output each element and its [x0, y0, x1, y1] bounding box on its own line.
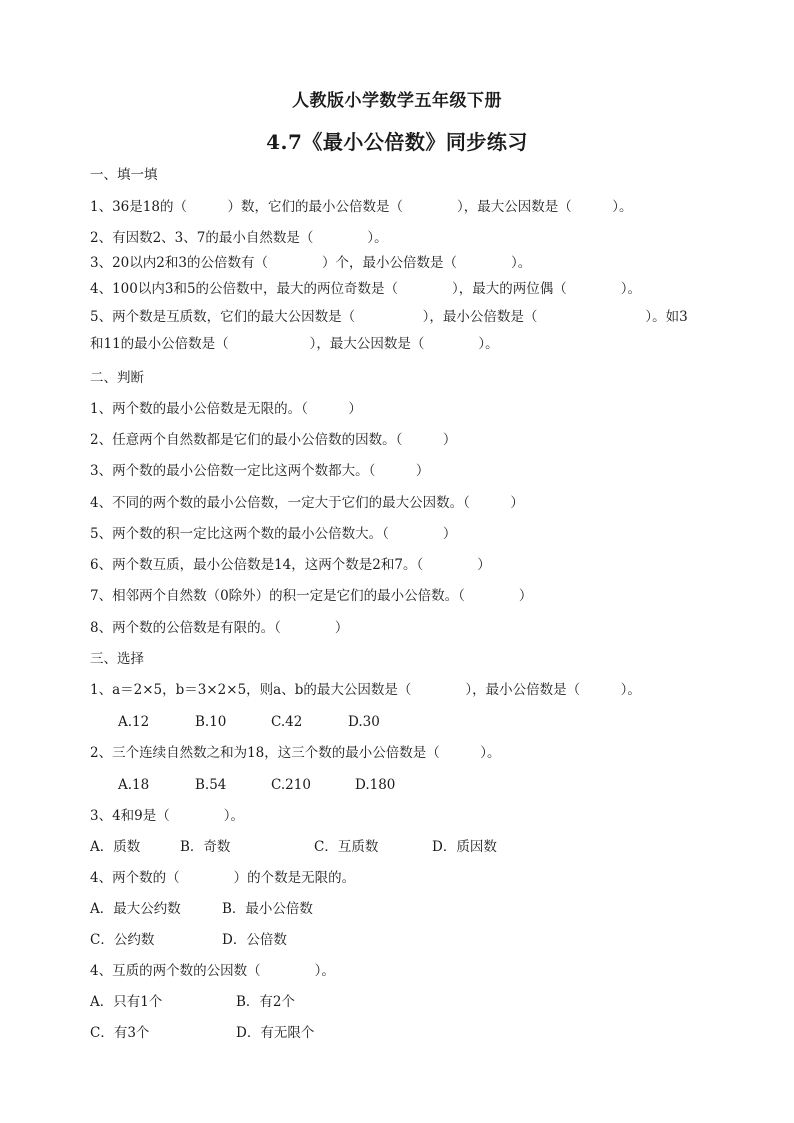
- choice-3-option-d: D．质因数: [432, 839, 497, 855]
- choice-3-option-c: C．互质数: [314, 839, 379, 855]
- choice-2-option-d: D.180: [355, 777, 396, 793]
- choice-5-option-c: C．有3个: [90, 1025, 150, 1041]
- judge-question-5: 5、两个数的积一定比这两个数的最小公倍数大。（ ）: [90, 526, 457, 542]
- fill-question-1: 1、36是18的（ ）数，它们的最小公倍数是（ ），最大公因数是（ ）。: [90, 199, 633, 215]
- choice-2-option-b: B.54: [195, 777, 227, 793]
- worksheet-title: 4.7《最小公倍数》同步练习: [266, 130, 528, 154]
- choice-5-option-a: A．只有1个: [90, 994, 163, 1010]
- choice-1-option-c: C.42: [271, 714, 303, 730]
- choice-question-3: 3、4和9是（ ）。: [90, 808, 245, 824]
- section-judge-title: 二、判断: [90, 370, 144, 386]
- choice-4-option-d: D．公倍数: [222, 932, 287, 948]
- choice-4-option-a: A．最大公约数: [90, 901, 181, 917]
- choice-question-5: 4、互质的两个数的公因数（ ）。: [90, 963, 335, 979]
- choice-1-option-b: B.10: [195, 714, 227, 730]
- judge-question-7: 7、相邻两个自然数（0除外）的积一定是它们的最小公倍数。（ ）: [90, 588, 533, 604]
- choice-4-option-c: C．公约数: [90, 932, 155, 948]
- choice-5-option-b: B．有2个: [236, 994, 296, 1010]
- fill-question-5-line1: 5、两个数是互质数，它们的最大公因数是（ ），最小公倍数是（ ）。如3: [90, 309, 688, 325]
- section-fill-in-title: 一、填一填: [90, 167, 158, 183]
- worksheet-series-title: 人教版小学数学五年级下册: [292, 91, 502, 111]
- fill-question-5-line2: 和11的最小公倍数是（ ），最大公因数是（ ）。: [90, 336, 499, 352]
- judge-question-6: 6、两个数互质，最小公倍数是14，这两个数是2和7。（ ）: [90, 557, 491, 573]
- fill-question-4: 4、100以内3和5的公倍数中，最大的两位奇数是（ ），最大的两位偶（ ）。: [90, 281, 642, 297]
- judge-question-2: 2、任意两个自然数都是它们的最小公倍数的因数。（ ）: [90, 432, 457, 448]
- fill-question-2: 2、有因数2、3、7的最小自然数是（ ）。: [90, 230, 388, 246]
- choice-question-4: 4、两个数的（ ）的个数是无限的。: [90, 870, 356, 886]
- choice-question-2: 2、三个连续自然数之和为18，这三个数的最小公倍数是（ ）。: [90, 745, 501, 761]
- choice-2-option-a: A.18: [118, 777, 150, 793]
- choice-5-option-d: D．有无限个: [236, 1025, 315, 1041]
- choice-2-option-c: C.210: [271, 777, 311, 793]
- choice-question-1: 1、a＝2×5，b＝3×2×5，则a、b的最大公因数是（ ），最小公倍数是（ ）。: [90, 682, 641, 698]
- section-choice-title: 三、选择: [90, 651, 144, 667]
- judge-question-3: 3、两个数的最小公倍数一定比这两个数都大。（ ）: [90, 463, 430, 479]
- judge-question-4: 4、不同的两个数的最小公倍数，一定大于它们的最大公因数。（ ）: [90, 495, 524, 511]
- choice-3-option-b: B．奇数: [180, 839, 231, 855]
- choice-1-option-d: D.30: [348, 714, 380, 730]
- judge-question-1: 1、两个数的最小公倍数是无限的。（ ）: [90, 401, 362, 417]
- choice-3-option-a: A．质数: [90, 839, 141, 855]
- fill-question-3: 3、20以内2和3的公倍数有（ ）个，最小公倍数是（ ）。: [90, 255, 532, 271]
- choice-4-option-b: B．最小公倍数: [222, 901, 313, 917]
- choice-1-option-a: A.12: [118, 714, 150, 730]
- judge-question-8: 8、两个数的公倍数是有限的。（ ）: [90, 620, 349, 636]
